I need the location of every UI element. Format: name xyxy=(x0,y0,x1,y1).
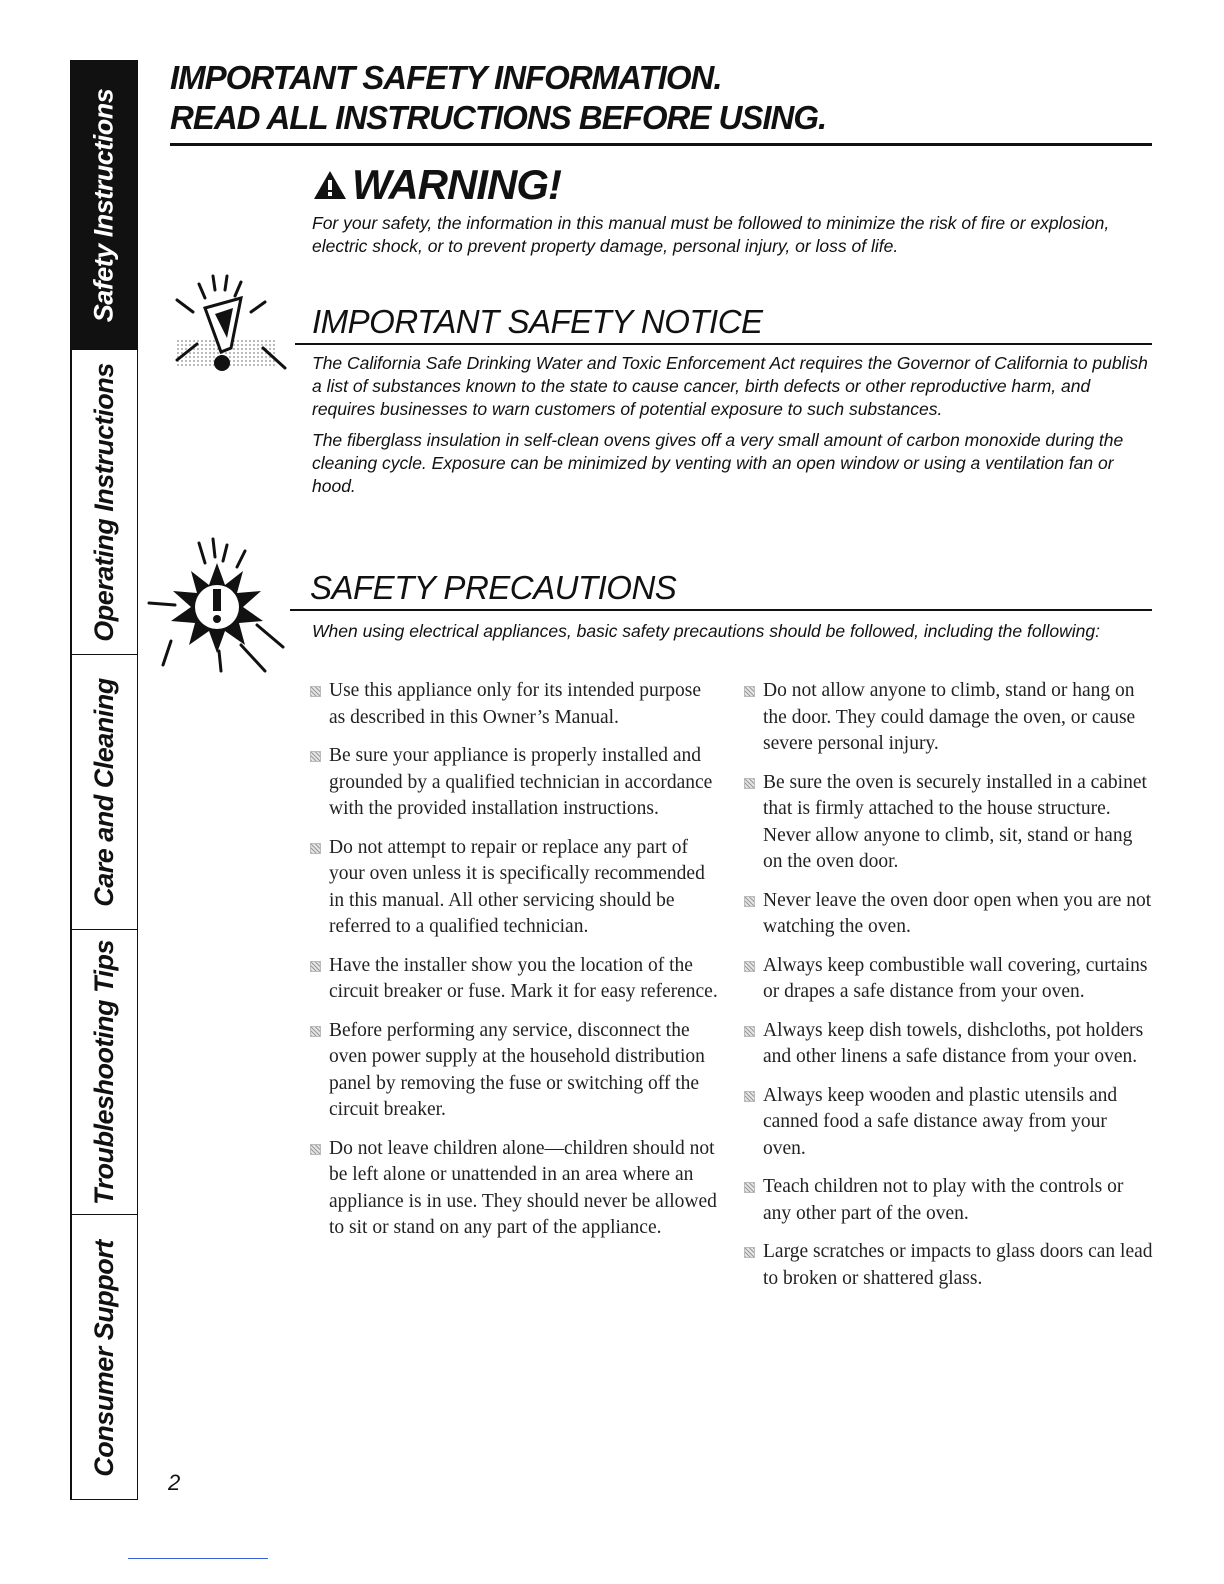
bullet-icon xyxy=(310,1026,321,1037)
list-item: Be sure your appliance is properly installed and grounded by a qualified technician in accordance with the provided installation instructions. xyxy=(310,743,720,823)
list-item: Do not leave children alone—children should not be left alone or unattended in an area where an appliance is in use. They should never be allowed to sit or stand on any part of the appliance. xyxy=(310,1136,720,1242)
list-item: Always keep dish towels, dishcloths, pot holders and other linens a safe distance from your oven. xyxy=(744,1018,1154,1071)
bullet-icon xyxy=(744,686,755,697)
warning-heading xyxy=(312,160,561,210)
side-tab-bar xyxy=(70,60,138,1500)
tab-label: Operating Instructions xyxy=(88,362,119,642)
tab-care-and-cleaning[interactable] xyxy=(70,654,138,929)
list-item: Have the installer show you the location of the circuit breaker or fuse. Mark it for easy reference. xyxy=(310,953,720,1006)
list-item: Do not allow anyone to climb, stand or hang on the door. They could damage the oven, or cause severe personal injury. xyxy=(744,678,1154,758)
bullet-icon xyxy=(310,751,321,762)
bullet-icon xyxy=(744,1182,755,1193)
page-number: 2 xyxy=(168,1470,181,1495)
list-item: Teach children not to play with the controls or any other part of the oven. xyxy=(744,1174,1154,1227)
tab-operating-instructions[interactable] xyxy=(70,349,138,654)
precautions-title: SAFETY PRECAUTIONS xyxy=(310,569,677,606)
precautions-left-column xyxy=(310,678,720,1254)
bullet-icon xyxy=(744,1247,755,1258)
list-item: Always keep wooden and plastic utensils and canned food a safe distance away from your oven. xyxy=(744,1083,1154,1163)
list-item: Large scratches or impacts to glass doors can lead to broken or shattered glass. xyxy=(744,1239,1154,1292)
bullet-icon xyxy=(744,896,755,907)
bullet-icon xyxy=(744,961,755,972)
page-title xyxy=(170,58,1160,138)
warning-text: For your safety, the information in this manual must be followed to minimize the risk of fire or explosion, electric shock, or to prevent property damage, personal injury, or loss of life. xyxy=(312,213,1110,256)
safety-notice-icon xyxy=(165,268,295,393)
notice-paragraph: The fiberglass insulation in self-clean ovens gives off a very small amount of carbon monoxide during the cleaning cycle. Exposure can be minimized by venting with an open window or using a ventilation fan or hood. xyxy=(312,430,1124,496)
bullet-icon xyxy=(744,1026,755,1037)
list-item: Be sure the oven is securely installed in a cabinet that is firmly attached to the house structure. Never allow anyone to climb, sit, stand or hang on the oven door. xyxy=(744,770,1154,876)
notice-divider xyxy=(295,343,1152,345)
list-item: Always keep combustible wall covering, curtains or drapes a safe distance from your oven. xyxy=(744,953,1154,1006)
bullet-icon xyxy=(744,1091,755,1102)
title-line-1: IMPORTANT SAFETY INFORMATION. xyxy=(170,59,722,96)
warning-triangle-icon xyxy=(312,169,348,201)
bullet-icon xyxy=(744,778,755,789)
tab-consumer-support[interactable] xyxy=(70,1214,138,1501)
tab-safety-instructions[interactable] xyxy=(70,61,138,349)
bullet-icon xyxy=(310,843,321,854)
side-tab-rule xyxy=(70,60,72,1500)
bullet-icon xyxy=(310,686,321,697)
tab-label: Care and Cleaning xyxy=(88,677,119,907)
precautions-right-column xyxy=(744,678,1154,1304)
notice-body xyxy=(312,352,1157,506)
list-item: Do not attempt to repair or replace any part of your oven unless it is specifically recommended in this manual. All other servicing should be referred to a qualified technician. xyxy=(310,835,720,941)
title-line-2: READ ALL INSTRUCTIONS BEFORE USING. xyxy=(170,99,827,136)
tab-troubleshooting-tips[interactable] xyxy=(70,929,138,1214)
list-item: Never leave the oven door open when you are not watching the oven. xyxy=(744,888,1154,941)
footer-line xyxy=(128,1558,268,1559)
warning-title: WARNING! xyxy=(352,161,561,208)
tab-label: Safety Instructions xyxy=(88,88,119,322)
notice-paragraph: The California Safe Drinking Water and Toxic Enforcement Act requires the Governor of California to publish a list of substances known to the state to cause cancer, birth defects or other reproductive harm, and requires businesses to warn customers of potential exposure to such substances. xyxy=(312,353,1148,419)
precautions-divider xyxy=(290,609,1152,611)
bullet-icon xyxy=(310,1144,321,1155)
heading-divider xyxy=(170,143,1152,146)
safety-burst-icon xyxy=(145,535,295,685)
list-item: Before performing any service, disconnect the oven power supply at the household distribution panel by removing the fuse or switching off the circuit breaker. xyxy=(310,1018,720,1124)
tab-label: Consumer Support xyxy=(88,1239,119,1477)
notice-title: IMPORTANT SAFETY NOTICE xyxy=(312,303,763,340)
precautions-intro: When using electrical appliances, basic safety precautions should be followed, including the following: xyxy=(312,621,1100,641)
bullet-icon xyxy=(310,961,321,972)
tab-label: Troubleshooting Tips xyxy=(88,939,119,1205)
list-item: Use this appliance only for its intended purpose as described in this Owner’s Manual. xyxy=(310,678,720,731)
